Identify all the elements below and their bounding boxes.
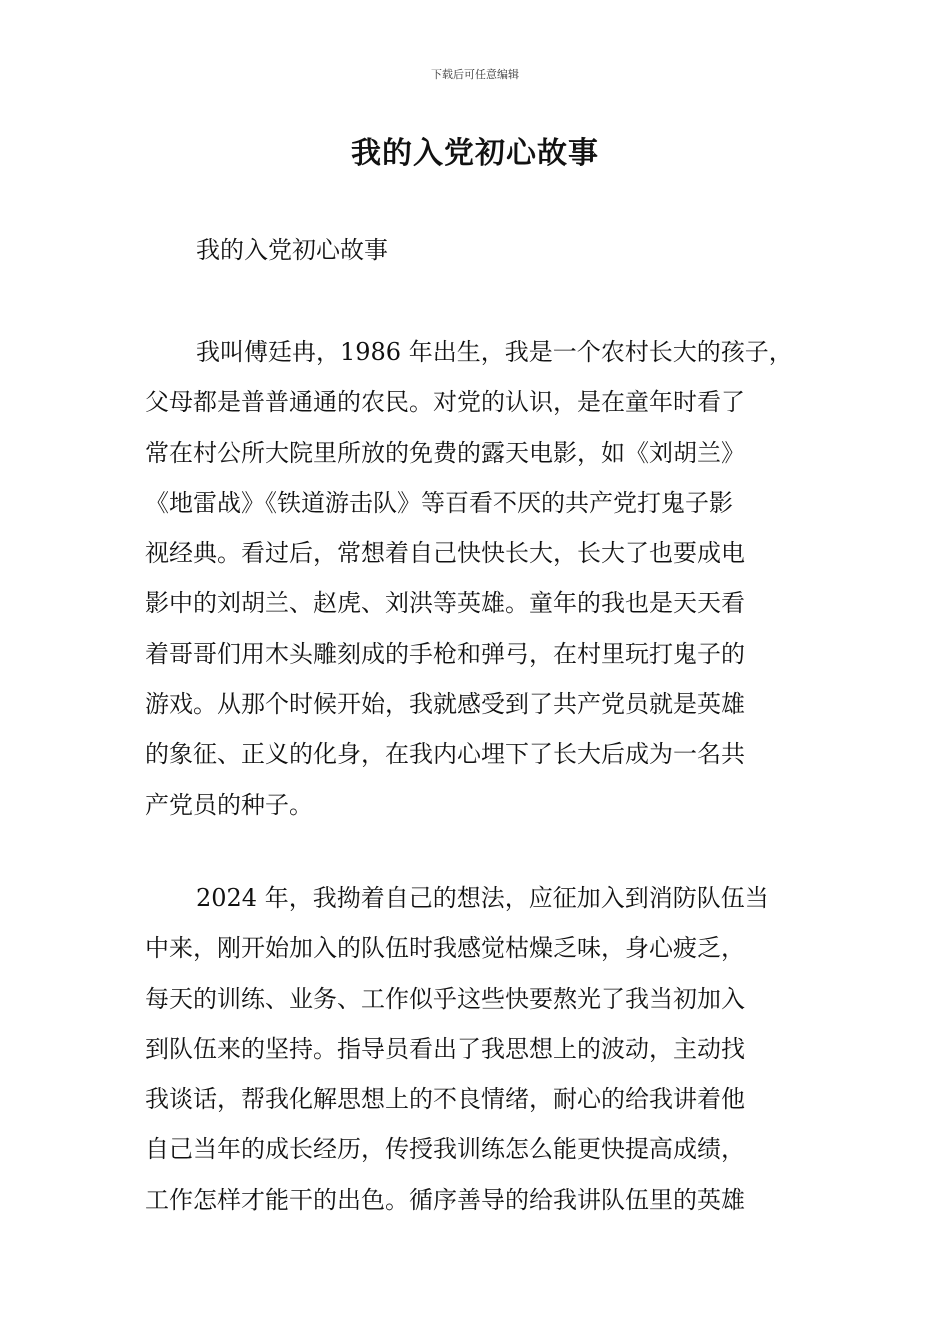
paragraph-line: 的象征、正义的化身，在我内心埋下了长大后成为一名共 bbox=[145, 740, 745, 769]
paragraph-line: 工作怎样才能干的出色。循序善导的给我讲队伍里的英雄 bbox=[145, 1185, 745, 1214]
paragraph-line: 到队伍来的坚持。指导员看出了我思想上的波动，主动找 bbox=[145, 1034, 745, 1063]
paragraph bbox=[145, 873, 815, 1225]
paragraph bbox=[145, 327, 815, 830]
paragraph-line: 产党员的种子。 bbox=[145, 790, 313, 819]
paragraph-line: 影中的刘胡兰、赵虎、刘洪等英雄。童年的我也是天天看 bbox=[145, 589, 745, 618]
paragraph-line: 中来，刚开始加入的队伍时我感觉枯燥乏味，身心疲乏， bbox=[145, 934, 745, 963]
document-title: 我的入党初心故事 bbox=[351, 136, 599, 171]
document-subtitle: 我的入党初心故事 bbox=[196, 236, 388, 264]
paragraph-line: 我谈话，帮我化解思想上的不良情绪，耐心的给我讲着他 bbox=[145, 1085, 745, 1114]
paragraph-line: 视经典。看过后，常想着自己快快长大，长大了也要成电 bbox=[145, 539, 745, 568]
paragraph-line: 游戏。从那个时候开始，我就感受到了共产党员就是英雄 bbox=[145, 690, 745, 719]
paragraph-line: 我叫傅廷冉，1986 年出生，我是一个农村长大的孩子， bbox=[196, 338, 793, 366]
paragraph-line: 《地雷战》《铁道游击队》等百看不厌的共产党打鬼子影 bbox=[145, 488, 733, 517]
paragraph-line: 自己当年的成长经历，传授我训练怎么能更快提高成绩， bbox=[145, 1135, 745, 1164]
paragraph-line: 2024 年，我拗着自己的想法，应征加入到消防队伍当 bbox=[196, 884, 769, 912]
paragraph-line: 着哥哥们用木头雕刻成的手枪和弹弓，在村里玩打鬼子的 bbox=[145, 639, 745, 668]
paragraph-line: 父母都是普普通通的农民。对党的认识，是在童年时看了 bbox=[145, 388, 745, 417]
header-note: 下载后可任意编辑 bbox=[431, 68, 519, 81]
paragraph-line: 常在村公所大院里所放的免费的露天电影，如《刘胡兰》 bbox=[145, 438, 745, 467]
paragraph-line: 每天的训练、业务、工作似乎这些快要熬光了我当初加入 bbox=[145, 984, 745, 1013]
